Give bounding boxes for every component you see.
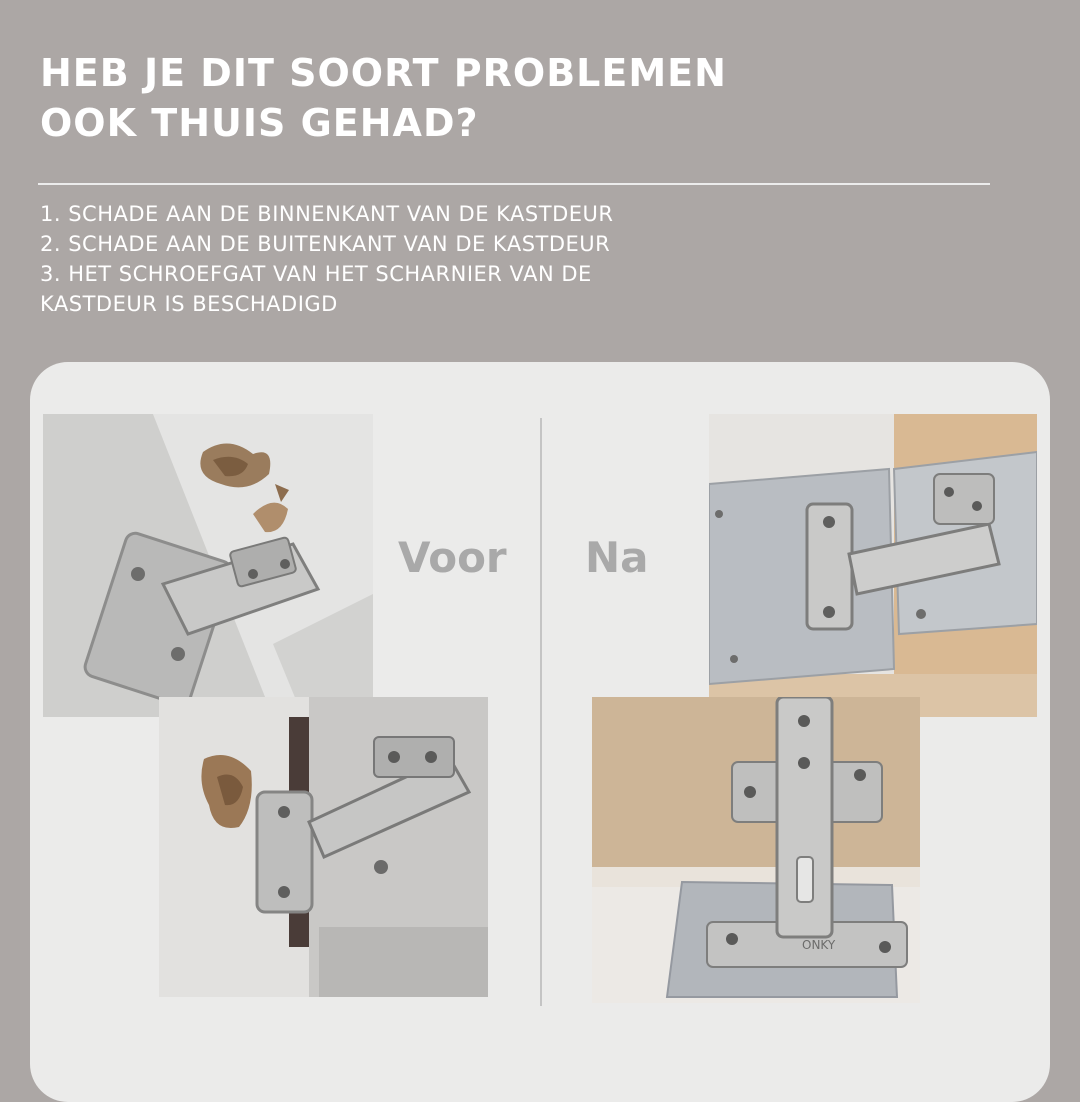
before-photo-1 [43, 414, 373, 717]
title-line-1: HEB JE DIT SOORT PROBLEMEN [40, 51, 727, 95]
after-label: Na [585, 533, 649, 582]
comparison-divider [540, 418, 542, 1006]
problem-item: 1. SCHADE AAN DE BINNENKANT VAN DE KASTDEUR [40, 202, 614, 226]
after-photo-1 [709, 414, 1037, 717]
problem-list [40, 199, 1000, 319]
problem-item: 2. SCHADE AAN DE BUITENKANT VAN DE KASTDEUR [40, 232, 611, 256]
before-photo-2 [159, 697, 488, 997]
problem-item: KASTDEUR IS BESCHADIGD [40, 292, 338, 316]
before-label: Voor [398, 533, 507, 582]
after-photo-2 [592, 697, 920, 1003]
header-divider [38, 183, 990, 185]
problem-item: 3. HET SCHROEFGAT VAN HET SCHARNIER VAN DE [40, 262, 592, 286]
page-title [40, 48, 1000, 148]
hinge-stamp: ONKY [802, 938, 836, 952]
title-line-2: OOK THUIS GEHAD? [40, 101, 479, 145]
